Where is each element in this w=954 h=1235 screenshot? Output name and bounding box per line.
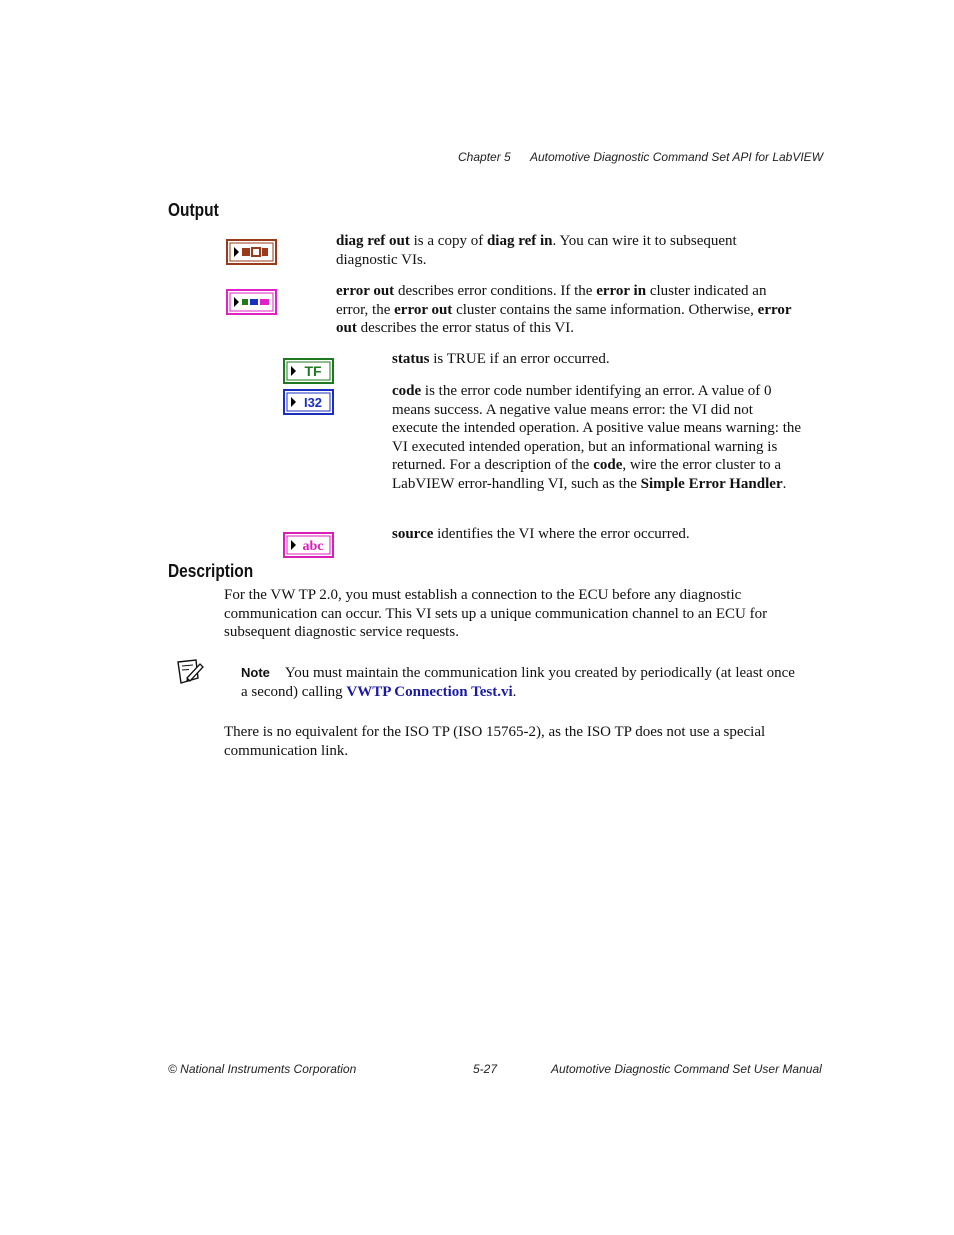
text: .	[512, 683, 517, 700]
term-diag-ref-in: diag ref in	[486, 233, 553, 249]
i32-terminal-icon	[283, 389, 334, 415]
note-text	[241, 664, 801, 701]
diag-ref-out-terminal-icon	[226, 239, 277, 265]
footer-copyright: © National Instruments Corporation	[168, 1062, 357, 1076]
text: , wire the error cluster to a LabVIEW error-handling VI, such as the	[392, 457, 782, 492]
footer-manual-title: Automotive Diagnostic Command Set User Manual	[551, 1062, 822, 1076]
term-error-out: error out	[394, 301, 453, 318]
text: identifies the VI where the error occurred.	[433, 526, 690, 542]
term-diag-ref-out: diag ref out	[336, 233, 410, 249]
string-abc-terminal-icon	[283, 532, 334, 558]
section-heading-description: Description	[168, 561, 254, 581]
abc-icon-text: abc	[302, 539, 324, 554]
text: You must maintain the communication link you created by periodically (at least once a second) calling	[241, 665, 795, 700]
tf-icon-text: TF	[304, 363, 322, 379]
term-status: status	[392, 351, 430, 367]
section-heading-output: Output	[168, 200, 219, 220]
source-description	[392, 525, 798, 544]
text: is the error code number identifying an error. A value of 0 means success. A negative value means error: the VI did not execute the intended operation. A positive value means warning: the VI executed intended operation, but an informational warning is returned. For a description of the	[392, 383, 802, 474]
term-code: code	[392, 383, 422, 399]
term-simple-error-handler: Simple Error Handler	[640, 475, 783, 492]
running-header-title: Automotive Diagnostic Command Set API for LabVIEW	[530, 150, 824, 164]
footer-page-number: 5-27	[473, 1062, 498, 1076]
text: cluster indicated an error, the	[336, 283, 767, 318]
error-cluster-out-terminal-icon	[226, 289, 277, 315]
note-label: Note	[241, 665, 270, 680]
term-source: source	[392, 526, 434, 542]
note-pencil-icon	[175, 656, 205, 691]
text: cluster contains the same information. Otherwise,	[452, 301, 758, 318]
running-header-chapter: Chapter 5	[458, 150, 511, 164]
text: is TRUE if an error occurred.	[429, 351, 610, 367]
term-error-out: error out	[336, 301, 792, 337]
text: is a copy of	[409, 233, 487, 249]
text: . You can wire it to subsequent diagnostic VIs.	[336, 233, 737, 268]
diag-ref-out-description	[336, 232, 798, 269]
description-paragraph-2: There is no equivalent for the ISO TP (ISO 15765-2), as the ISO TP does not use a special communication link.	[224, 724, 766, 759]
term-error-in: error in	[596, 283, 647, 299]
i32-icon-text: I32	[303, 395, 323, 410]
text: .	[782, 475, 787, 492]
term-code: code	[593, 457, 623, 474]
vwtp-connection-test-link[interactable]: VWTP Connection Test.vi	[346, 683, 513, 700]
term-error-out: error out	[336, 283, 395, 299]
boolean-tf-terminal-icon	[283, 358, 334, 384]
text: describes the error status of this VI.	[356, 320, 575, 337]
text: describes error conditions. If the	[394, 283, 597, 299]
code-description	[392, 382, 802, 494]
error-out-description	[336, 282, 798, 338]
description-paragraph-1: For the VW TP 2.0, you must establish a connection to the ECU before any diagnostic communication can occur. This VI sets up a unique communication channel to an ECU for subsequent diagnostic service requests.	[224, 587, 768, 641]
status-description	[392, 350, 798, 369]
